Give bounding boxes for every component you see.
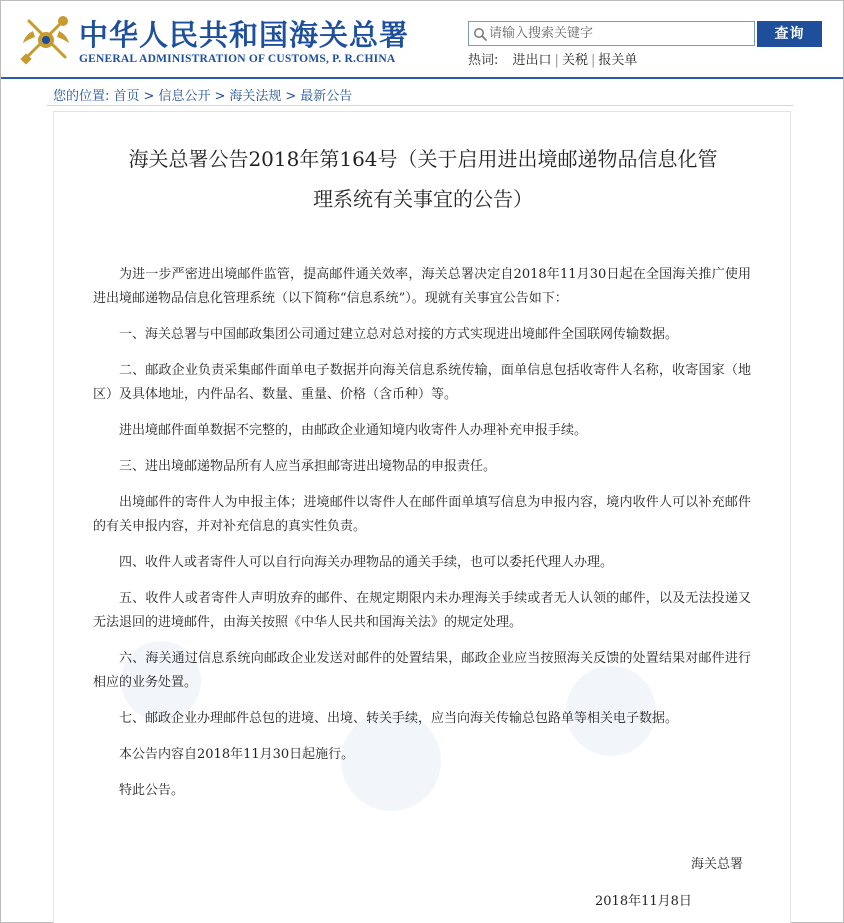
breadcrumb-divider bbox=[47, 105, 793, 106]
breadcrumb-separator: > bbox=[143, 89, 155, 104]
customs-emblem-icon[interactable] bbox=[19, 11, 73, 67]
article-paragraph-5: 五、收件人或者寄件人声明放弃的邮件、在规定期限内未办理海关手续或者无人认领的邮件，以及无法投递又无法退回的进境邮件，由海关按照《中华人民共和国海关法》的规定处理。 bbox=[93, 591, 751, 630]
hotword-link-tariff[interactable]: 关税 bbox=[561, 53, 588, 68]
hotword-separator: | bbox=[554, 53, 559, 68]
article-title bbox=[89, 139, 757, 219]
article-paragraph-4: 四、收件人或者寄件人可以自行向海关办理物品的通关手续，也可以委托代理人办理。 bbox=[119, 555, 614, 570]
search-icon bbox=[473, 27, 487, 41]
search-button[interactable]: 查询 bbox=[757, 21, 822, 47]
site-header bbox=[1, 1, 843, 79]
breadcrumb-item-info[interactable]: 信息公开 bbox=[158, 89, 211, 104]
breadcrumb-item-latest[interactable]: 最新公告 bbox=[300, 89, 353, 104]
breadcrumb-label: 您的位置: bbox=[53, 89, 110, 104]
article-paragraph-closing: 特此公告。 bbox=[119, 783, 185, 798]
article-paragraph-2: 二、邮政企业负责采集邮件面单电子数据并向海关信息系统传输，面单信息包括收寄件人名称，收寄国家（地区）及具体地址，内件品名、数量、重量、价格（含币种）等。 bbox=[93, 363, 751, 402]
article-paragraph-7: 七、邮政企业办理邮件总包的进境、出境、转关手续，应当向海关传输总包路单等相关电子数据。 bbox=[119, 711, 679, 726]
article-paragraph-6: 六、海关通过信息系统向邮政企业发送对邮件的处置结果，邮政企业应当按照海关反馈的处置结果对邮件进行相应的业务处置。 bbox=[93, 651, 751, 690]
hotword-link-import-export[interactable]: 进出口 bbox=[512, 53, 552, 68]
breadcrumb-item-home[interactable]: 首页 bbox=[113, 89, 140, 104]
header-divider bbox=[1, 77, 843, 79]
hotword-link-declaration[interactable]: 报关单 bbox=[598, 53, 638, 68]
article-title-line-1: 海关总署公告2018年第164号（关于启用进出境邮递物品信息化管 bbox=[128, 147, 718, 171]
site-name-en[interactable]: GENERAL ADMINISTRATION OF CUSTOMS, P. R.CHINA bbox=[79, 53, 396, 65]
hotwords-bar bbox=[468, 49, 637, 67]
article-date: 2018年11月8日 bbox=[595, 894, 692, 909]
search-box bbox=[468, 21, 755, 46]
article-paragraph-intro: 为进一步严密进出境邮件监管，提高邮件通关效率，海关总署决定自2018年11月30日起在全国海关推广使用进出境邮递物品信息化管理系统（以下简称“信息系统”）。现就有关事宜公告如下： bbox=[93, 267, 751, 306]
breadcrumb-item-regulations[interactable]: 海关法规 bbox=[229, 89, 282, 104]
article-signature: 海关总署 bbox=[691, 857, 744, 872]
article-paragraph-1: 一、海关总署与中国邮政集团公司通过建立总对总对接的方式实现进出境邮件全国联网传输数据。 bbox=[119, 327, 679, 342]
breadcrumb bbox=[53, 85, 352, 103]
article-paragraph-2a: 进出境邮件面单数据不完整的，由邮政企业通知境内收寄件人办理补充申报手续。 bbox=[119, 423, 588, 438]
article-title-line-2: 理系统有关事宜的公告） bbox=[313, 187, 533, 211]
article-paragraph-3: 三、进出境邮递物品所有人应当承担邮寄进出境物品的申报责任。 bbox=[119, 459, 497, 474]
article-paragraph-3a: 出境邮件的寄件人为申报主体；进境邮件以寄件人在邮件面单填写信息为申报内容，境内收件人可以补充邮件的有关申报内容，并对补充信息的真实性负责。 bbox=[93, 495, 751, 534]
hotword-separator: | bbox=[590, 53, 596, 68]
hotwords-label: 热词: bbox=[468, 53, 499, 68]
site-name-cn[interactable]: 中华人民共和国海关总署 bbox=[79, 18, 410, 52]
search-input[interactable] bbox=[489, 22, 749, 45]
breadcrumb-separator: > bbox=[214, 89, 226, 104]
article-paragraph-effective: 本公告内容自2018年11月30日起施行。 bbox=[119, 747, 355, 762]
breadcrumb-separator: > bbox=[285, 89, 297, 104]
